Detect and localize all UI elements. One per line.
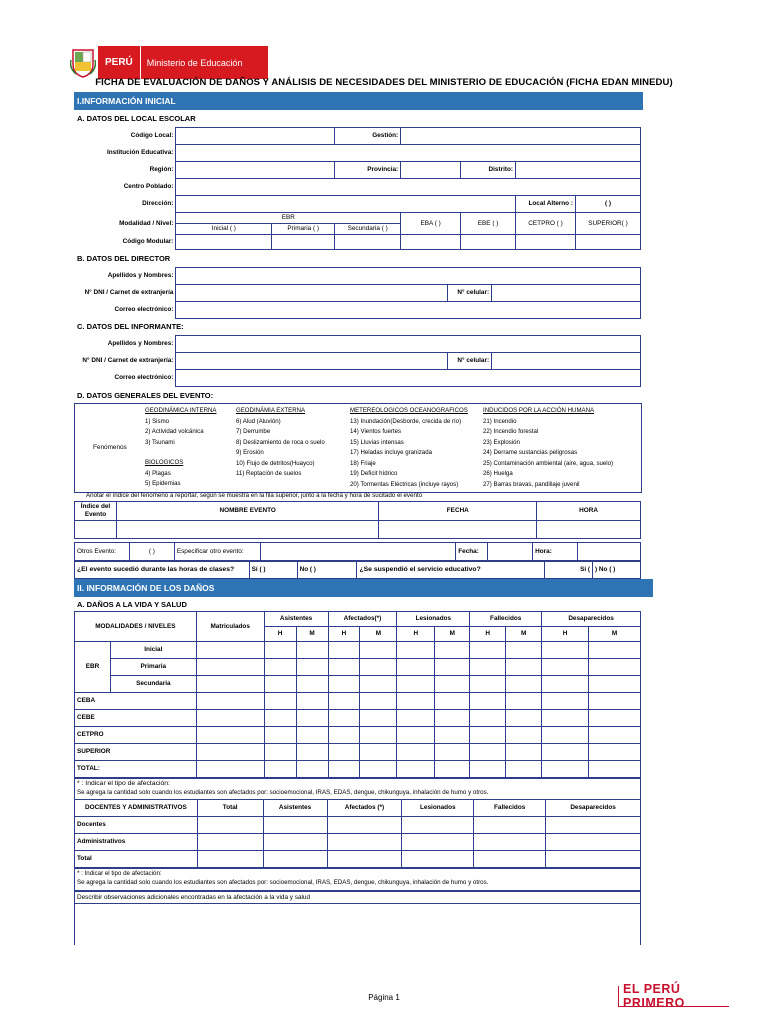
informante-correo-field[interactable] (176, 370, 641, 387)
hora-header: HORA (537, 502, 641, 521)
data-cell[interactable] (197, 834, 263, 851)
direccion-field[interactable] (176, 196, 516, 213)
data-cell[interactable] (296, 744, 328, 761)
codigo-modular-primaria[interactable] (272, 235, 335, 250)
local-alterno-checkbox[interactable]: ( ) (575, 196, 640, 213)
data-cell[interactable] (196, 727, 264, 744)
fenomenos-col-3 (350, 406, 483, 490)
data-cell[interactable] (296, 761, 328, 778)
ebr-label: EBR (75, 642, 111, 693)
data-cell[interactable] (542, 676, 589, 693)
fecha-header: FECHA (379, 502, 537, 521)
especificar-label: Especificar otro evento: (174, 543, 260, 561)
nota-afectacion-title: * : Indicar el tipo de afectación: (77, 780, 170, 787)
clases-no-option[interactable]: No ( ) (297, 562, 357, 579)
col-head-geodinamica-interna: GEODINÁMICA INTERNA (145, 407, 217, 414)
data-cell[interactable] (360, 642, 397, 659)
subsection-datos-local: A. DATOS DEL LOCAL ESCOLAR (77, 114, 196, 123)
docentes-header: DOCENTES Y ADMINISTRATIVOS (75, 800, 198, 817)
data-cell[interactable] (328, 727, 360, 744)
otros-evento-table (74, 542, 641, 561)
primaria-option[interactable]: Primaria ( ) (272, 224, 335, 235)
fenomeno-item: 19) Deficit hídrico (350, 470, 398, 477)
total-header: Total (197, 800, 263, 817)
data-cell[interactable] (542, 693, 589, 710)
gestion-field[interactable] (401, 128, 641, 145)
data-cell[interactable] (264, 659, 296, 676)
fallecidos-header-2: Fallecidos (474, 800, 546, 817)
clases-si-option[interactable]: Sí ( ) (249, 562, 297, 579)
fenomeno-item: 21) Incendio (483, 417, 517, 425)
centro-poblado-field[interactable] (176, 179, 641, 196)
ministry-logo (70, 46, 268, 79)
h-header: H (264, 627, 296, 642)
data-cell[interactable] (474, 817, 546, 834)
data-cell[interactable] (360, 693, 397, 710)
m-header: M (506, 627, 542, 642)
data-cell[interactable] (296, 659, 328, 676)
codigo-local-field[interactable] (176, 128, 335, 145)
nivel-label: Secundaria (110, 676, 196, 693)
fenomenos-label: Fenómenos (93, 444, 127, 451)
suspension-question: ¿Se suspendió el servicio educativo? (357, 562, 545, 579)
local-escolar-table (74, 127, 641, 250)
director-correo-label: Correo electrónico: (114, 306, 174, 313)
data-cell[interactable] (589, 727, 641, 744)
data-cell[interactable] (506, 727, 542, 744)
data-cell[interactable] (263, 817, 327, 834)
data-cell[interactable] (542, 710, 589, 727)
data-cell[interactable] (546, 817, 641, 834)
subsection-datos-informante: C. DATOS DEL INFORMANTE: (77, 322, 184, 331)
nombre-evento-field[interactable] (116, 521, 378, 539)
data-cell[interactable] (506, 693, 542, 710)
data-cell[interactable] (197, 851, 263, 868)
data-cell[interactable] (296, 642, 328, 659)
institucion-label: Institución Educativa: (106, 149, 174, 156)
fenomeno-item: 10) Flujo de detritos(Huayco) (236, 459, 315, 467)
region-label: Región: (149, 166, 174, 173)
fenomenos-col-4 (483, 406, 638, 490)
data-cell[interactable] (397, 744, 435, 761)
fenomeno-item: 11) Reptación de suelos (236, 470, 302, 477)
data-cell[interactable] (435, 710, 470, 727)
direccion-label: Dirección: (142, 200, 174, 207)
data-cell[interactable] (328, 710, 360, 727)
data-cell[interactable] (542, 727, 589, 744)
peru-label: PERÚ (98, 46, 140, 79)
data-cell[interactable] (328, 642, 360, 659)
secundaria-option[interactable]: Secundaria ( ) (335, 224, 401, 235)
informante-apellidos-label: Apellidos y Nombres: (107, 340, 174, 347)
clases-question-table (74, 561, 641, 579)
data-cell[interactable] (360, 727, 397, 744)
modalidad-label: CEBA (75, 693, 197, 710)
nivel-label: Inicial (110, 642, 196, 659)
data-cell[interactable] (506, 642, 542, 659)
data-cell[interactable] (196, 642, 264, 659)
observaciones-box[interactable] (74, 891, 641, 945)
data-cell[interactable] (435, 744, 470, 761)
data-cell[interactable] (328, 676, 360, 693)
data-cell[interactable] (542, 744, 589, 761)
data-cell[interactable] (327, 817, 402, 834)
fenomeno-item: 24) Derrame sustancias peligrosas (483, 449, 578, 456)
data-cell[interactable] (397, 710, 435, 727)
lesionados-header: Lesionados (397, 612, 470, 627)
clases-question: ¿El evento sucedió durante las horas de clases? (75, 562, 250, 579)
m-header: M (360, 627, 397, 642)
codigo-modular-inicial[interactable] (176, 235, 272, 250)
desaparecidos-header: Desaparecidos (542, 612, 641, 627)
docentes-row-label: Docentes (75, 817, 198, 834)
data-cell[interactable] (506, 761, 542, 778)
data-cell[interactable] (264, 693, 296, 710)
centro-poblado-label: Centro Poblado: (123, 183, 174, 190)
matriculados-header: Matriculados (196, 612, 264, 642)
evento-table (74, 501, 641, 539)
fenomeno-item: 7) Derrumbe (236, 428, 271, 435)
data-cell[interactable] (402, 851, 474, 868)
data-cell[interactable] (196, 676, 264, 693)
informante-table (74, 335, 641, 387)
table-row (75, 727, 641, 744)
data-cell[interactable] (327, 851, 402, 868)
codigo-local-label: Código Local: (130, 132, 174, 139)
data-cell[interactable] (474, 851, 546, 868)
hora2-field[interactable] (578, 543, 641, 561)
docentes-table (74, 799, 641, 868)
m-header: M (589, 627, 641, 642)
data-cell[interactable] (196, 693, 264, 710)
data-cell[interactable] (546, 834, 641, 851)
data-cell[interactable] (196, 710, 264, 727)
fenomeno-item: 2) Actividad volcánica (145, 428, 204, 435)
asistentes-header-2: Asistentes (263, 800, 327, 817)
director-table (74, 267, 641, 319)
data-cell[interactable] (470, 676, 506, 693)
informante-celular-field[interactable] (492, 353, 641, 370)
ebr-header: EBR (176, 213, 401, 224)
table-row (75, 710, 641, 727)
fenomeno-item: 4) Plagas (145, 469, 171, 477)
data-cell[interactable] (506, 676, 542, 693)
indice-header: Índice del Evento (75, 502, 117, 521)
nota-afectacion-1 (74, 778, 641, 800)
fenomeno-item: 26) Huelga (483, 470, 513, 477)
table-row (75, 659, 641, 676)
indice-field[interactable] (75, 521, 117, 539)
codigo-modular-secundaria[interactable] (335, 235, 401, 250)
codigo-modular-cetpro[interactable] (516, 235, 576, 250)
desaparecidos-header-2: Desaparecidos (546, 800, 641, 817)
director-apellidos-field[interactable] (176, 268, 641, 285)
informante-apellidos-field[interactable] (176, 336, 641, 353)
fenomeno-item: 15) Lluvias intensas (350, 438, 404, 446)
h-header: H (397, 627, 435, 642)
data-cell[interactable] (435, 761, 470, 778)
data-cell[interactable] (264, 676, 296, 693)
director-celular-label: N° celular: (448, 285, 492, 302)
data-cell[interactable] (470, 710, 506, 727)
fenomeno-item: 13) Inundación(Desborde, crecida de río) (350, 417, 462, 425)
observaciones-label: Describir observaciones adicionales encontradas en la afectación a la vida y salud (75, 892, 640, 904)
fallecidos-header: Fallecidos (470, 612, 542, 627)
data-cell[interactable] (264, 710, 296, 727)
brand-logo: EL PERÚ PRIMERO (618, 986, 729, 1007)
data-cell[interactable] (589, 693, 641, 710)
fecha2-label: Fecha: (456, 543, 488, 561)
modalidades-header: MODALIDADES / NIVELES (75, 612, 197, 642)
section-band-informacion-danos: II. INFORMACIÓN DE LOS DAÑOS (74, 579, 653, 597)
fenomeno-item: 22) Incendio forestal (483, 428, 539, 435)
codigo-modular-superior[interactable] (575, 235, 640, 250)
h-header: H (470, 627, 506, 642)
otros-evento-checkbox[interactable]: ( ) (129, 543, 174, 561)
data-cell[interactable] (360, 659, 397, 676)
modalidad-label: Modalidad / Nivel: (119, 219, 174, 227)
col-head-inducidos: INDUCIDOS POR LA ACCIÓN HUMANA (483, 407, 595, 414)
provincia-field[interactable] (401, 162, 461, 179)
eba-option[interactable]: EBA ( ) (401, 213, 461, 235)
hora2-label: Hora: (533, 543, 578, 561)
data-cell[interactable] (263, 834, 327, 851)
nota-afectacion-text-2: Se agrega la cantidad solo cuando los estudiantes son afectados por: socioemocional, IRAS, EDAS, dengue, chikunguya, inhalación de humo y otros. (77, 879, 489, 886)
data-cell[interactable] (264, 727, 296, 744)
data-cell[interactable] (296, 676, 328, 693)
h-header: H (328, 627, 360, 642)
data-cell[interactable] (435, 659, 470, 676)
data-cell[interactable] (589, 710, 641, 727)
fenomeno-item: 3) Tsunami (145, 438, 175, 446)
data-cell[interactable] (328, 761, 360, 778)
codigo-modular-label: Código Modular: (122, 238, 174, 245)
region-field[interactable] (176, 162, 335, 179)
data-cell[interactable] (589, 642, 641, 659)
data-cell[interactable] (470, 693, 506, 710)
total-label: TOTAL: (75, 761, 197, 778)
table-row (75, 761, 641, 778)
data-cell[interactable] (264, 744, 296, 761)
codigo-modular-eba[interactable] (401, 235, 461, 250)
data-cell[interactable] (360, 744, 397, 761)
data-cell[interactable] (360, 761, 397, 778)
danos-vida-table (74, 611, 641, 778)
data-cell[interactable] (328, 744, 360, 761)
data-cell[interactable] (360, 676, 397, 693)
data-cell[interactable] (397, 676, 435, 693)
data-cell[interactable] (296, 710, 328, 727)
modalidad-label: CEBE (75, 710, 197, 727)
subsection-datos-evento: D. DATOS GENERALES DEL EVENTO: (77, 391, 214, 400)
data-cell[interactable] (263, 851, 327, 868)
afectados-header: Afectados(*) (328, 612, 397, 627)
lesionados-header-2: Lesionados (402, 800, 474, 817)
fenomeno-item: 17) Heladas incluye granizada (350, 449, 432, 456)
table-row (75, 693, 641, 710)
col-head-biologicos: BIOLOGICOS (145, 459, 184, 466)
data-cell[interactable] (589, 659, 641, 676)
nota-afectacion-2 (74, 868, 641, 891)
table-row (75, 642, 641, 659)
distrito-field[interactable] (516, 162, 641, 179)
afectados-header-2: Afectados (*) (327, 800, 402, 817)
asistentes-header: Asistentes (264, 612, 328, 627)
section-band-informacion-inicial: I.INFORMACIÓN INICIAL (74, 92, 643, 110)
data-cell[interactable] (474, 834, 546, 851)
col-head-metereologicos: METEREOLOGICOS OCEANOGRAFICOS (350, 407, 468, 414)
fenomeno-item: 6) Alud (Aluvión) (236, 417, 281, 425)
table-row (75, 851, 641, 868)
data-cell[interactable] (360, 710, 397, 727)
data-cell[interactable] (327, 834, 402, 851)
data-cell[interactable] (397, 693, 435, 710)
modalidad-label: CETPRO (75, 727, 197, 744)
gestion-label: Gestión: (335, 128, 401, 145)
inicial-option[interactable]: Inicial ( ) (176, 224, 272, 235)
data-cell[interactable] (435, 642, 470, 659)
provincia-label: Provincia: (335, 162, 401, 179)
fenomeno-item: 23) Explosión (483, 438, 520, 446)
suspension-si-option[interactable]: Sí ( (545, 562, 593, 579)
data-cell[interactable] (542, 659, 589, 676)
anotar-instruction: Anotar el índice del fenomeno a reportar, según se muestra en la fila superior, junto a la fecha y hora de sucitado el evento (86, 492, 423, 499)
data-cell[interactable] (470, 761, 506, 778)
fenomeno-item: 20) Tormentas Eléctricas (incluye rayos) (350, 480, 459, 488)
m-header: M (296, 627, 328, 642)
data-cell[interactable] (542, 761, 589, 778)
data-cell[interactable] (435, 676, 470, 693)
hora-field[interactable] (537, 521, 641, 539)
fecha-field[interactable] (379, 521, 537, 539)
fecha2-field[interactable] (488, 543, 533, 561)
fenomenos-col-1 (145, 406, 235, 490)
data-cell[interactable] (470, 642, 506, 659)
nota-afectacion-text: Se agrega la cantidad solo cuando los estudiantes son afectados por: socioemocional, IRAS, EDAS, dengue, chikunguya, inhalación de humo y otros. (77, 789, 489, 796)
fenomeno-item: 25) Contaminación ambiental (aire, agua, suelo) (483, 459, 614, 467)
data-cell[interactable] (296, 727, 328, 744)
m-header: M (435, 627, 470, 642)
data-cell[interactable] (470, 744, 506, 761)
table-row (75, 834, 641, 851)
data-cell[interactable] (328, 659, 360, 676)
data-cell[interactable] (546, 851, 641, 868)
page-number: Página 1 (368, 993, 400, 1002)
data-cell[interactable] (435, 727, 470, 744)
institucion-field[interactable] (176, 145, 641, 162)
data-cell[interactable] (506, 710, 542, 727)
fenomenos-box (74, 403, 642, 493)
data-cell[interactable] (328, 693, 360, 710)
subsection-danos-vida: A. DAÑOS A LA VIDA Y SALUD (77, 600, 187, 609)
fenomeno-item: 1) Sismo (145, 417, 170, 425)
subsection-datos-director: B. DATOS DEL DIRECTOR (77, 254, 171, 263)
director-dni-field[interactable] (176, 285, 448, 302)
table-row (75, 817, 641, 834)
superior-option[interactable]: SUPERIOR( ) (575, 213, 640, 235)
data-cell[interactable] (435, 693, 470, 710)
fenomeno-item: 27) Barras bravas, pandillaje juvenil (483, 480, 580, 488)
table-row (75, 744, 641, 761)
coat-of-arms-icon (70, 46, 96, 79)
director-apellidos-label: Apellidos y Nombres: (107, 272, 174, 279)
data-cell[interactable] (506, 659, 542, 676)
data-cell[interactable] (589, 761, 641, 778)
informante-dni-label: N° DNI / Carnet de extranjería: (82, 357, 174, 364)
data-cell[interactable] (589, 744, 641, 761)
director-dni-label: N° DNI / Carnet de extranjería (84, 289, 174, 296)
director-celular-field[interactable] (492, 285, 641, 302)
cetpro-option[interactable]: CETPRO ( ) (516, 213, 576, 235)
distrito-label: Distrito: (461, 162, 516, 179)
data-cell[interactable] (196, 761, 264, 778)
data-cell[interactable] (296, 693, 328, 710)
administrativos-row-label: Administrativos (75, 834, 198, 851)
data-cell[interactable] (589, 676, 641, 693)
nivel-label: Primaria (110, 659, 196, 676)
data-cell[interactable] (264, 642, 296, 659)
otros-evento-label: Otros Evento: (75, 543, 130, 561)
data-cell[interactable] (397, 761, 435, 778)
data-cell[interactable] (196, 659, 264, 676)
data-cell[interactable] (506, 744, 542, 761)
informante-correo-label: Correo electrónico: (114, 374, 174, 381)
document-title: FICHA DE EVALUACIÓN DE DAÑOS Y ANÁLISIS DE NECESIDADES DEL MINISTERIO DE EDUCACIÓN (FICHA EDAN MINEDU) (95, 77, 673, 88)
data-cell[interactable] (470, 727, 506, 744)
total-row-label: Total (75, 851, 198, 868)
col-head-geodinamica-externa: GEODINÁMIA EXTERNA (236, 407, 306, 414)
table-row (75, 676, 641, 693)
director-correo-field[interactable] (176, 302, 641, 319)
data-cell[interactable] (197, 817, 263, 834)
especificar-field[interactable] (260, 543, 456, 561)
data-cell[interactable] (397, 659, 435, 676)
suspension-no-option[interactable]: ) No ( ) (593, 562, 641, 579)
ministry-label: Ministerio de Educación (141, 46, 269, 79)
informante-dni-field[interactable] (176, 353, 448, 370)
fenomeno-item: 18) Friaje (350, 459, 376, 467)
data-cell[interactable] (402, 834, 474, 851)
nota-afectacion-title-2: * : Indicar el tipo de afectación: (77, 870, 162, 877)
modalidad-label: SUPERIOR (75, 744, 197, 761)
data-cell[interactable] (397, 727, 435, 744)
data-cell[interactable] (402, 817, 474, 834)
data-cell[interactable] (264, 761, 296, 778)
fenomeno-item: 8) Deslizamiento de roca o suelo (236, 438, 325, 446)
data-cell[interactable] (470, 659, 506, 676)
data-cell[interactable] (397, 642, 435, 659)
fenomenos-col-2 (236, 406, 348, 480)
fenomeno-item: 9) Erosión (236, 449, 264, 456)
nombre-evento-header: NOMBRE EVENTO (116, 502, 378, 521)
local-alterno-label: Local Alterno : (516, 196, 576, 213)
fenomeno-item: 5) Epidemias (145, 480, 181, 487)
codigo-modular-ebe[interactable] (461, 235, 516, 250)
data-cell[interactable] (196, 744, 264, 761)
data-cell[interactable] (542, 642, 589, 659)
informante-celular-label: N° celular: (448, 353, 492, 370)
h-header: H (542, 627, 589, 642)
ebe-option[interactable]: EBE ( ) (461, 213, 516, 235)
fenomeno-item: 14) Vientos fuertes (350, 428, 402, 435)
